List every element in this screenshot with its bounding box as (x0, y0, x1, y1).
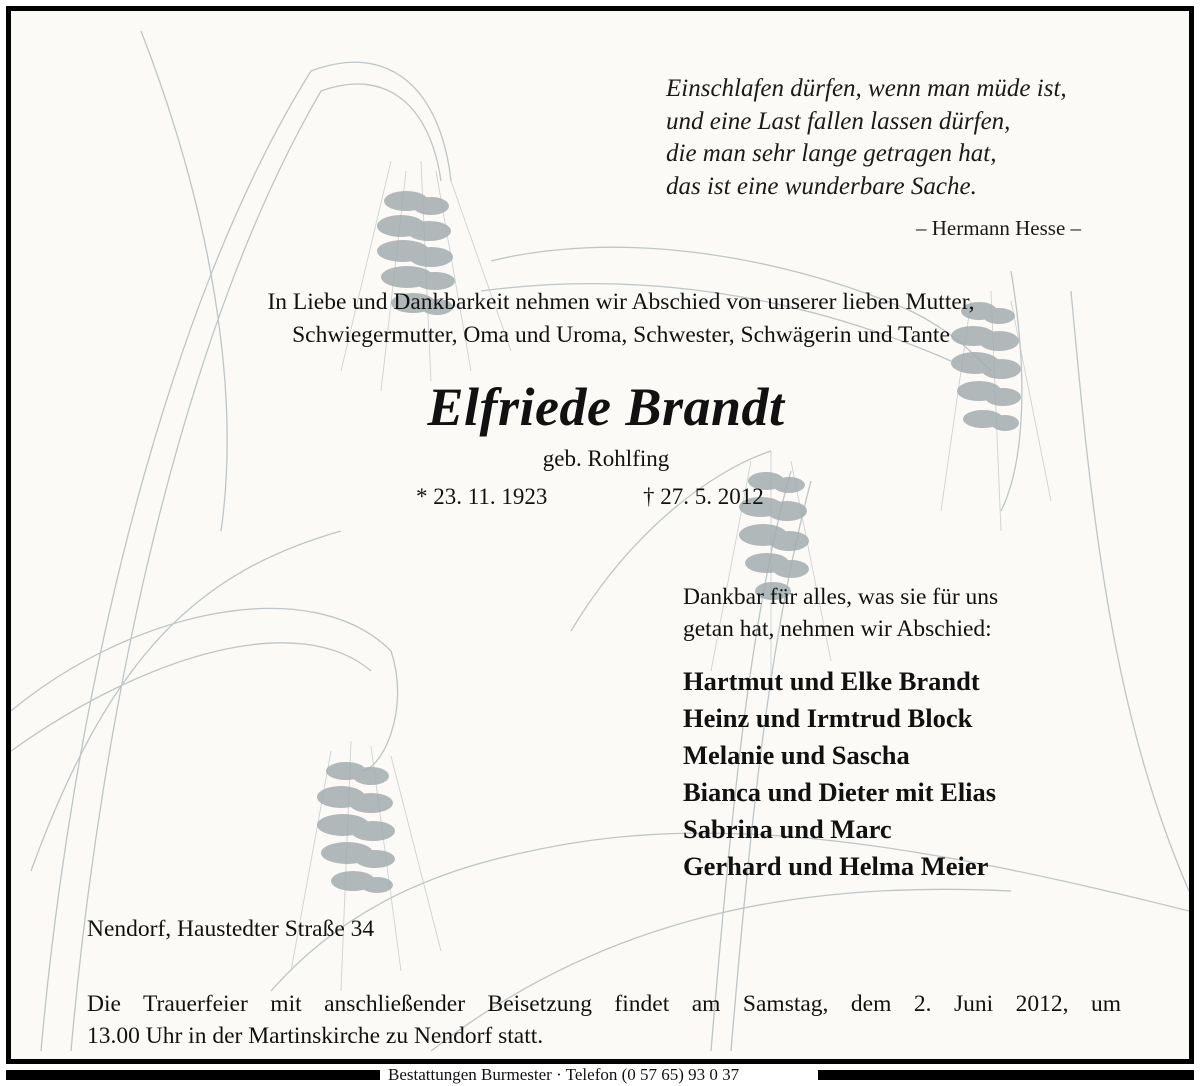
funeral-home-footer: Bestattungen Burmester · Telefon (0 57 65) 93 0 37 (380, 1064, 747, 1086)
ceremony-info (87, 989, 1121, 1052)
ceremony-line-1: Die Trauerfeier mit anschließender Beisetzung findet am Samstag, dem 2. Juni 2012, um (87, 991, 1121, 1017)
thanks-text (683, 581, 1143, 645)
quote-line: und eine Last fallen lassen dürfen, (666, 107, 1011, 135)
deceased-name: Elfriede Brandt (427, 377, 785, 437)
intro-text (121, 286, 1121, 352)
mourner-entry: Sabrina und Marc (683, 814, 892, 844)
notice-frame (6, 6, 1194, 1064)
hesse-quote (666, 73, 1126, 203)
birth-date: * 23. 11. 1923 (416, 484, 548, 509)
mourner-entry: Hartmut und Elke Brandt (683, 666, 980, 696)
mourner-entry: Bianca und Dieter mit Elias (683, 777, 997, 807)
quote-line: die man sehr lange getragen hat, (666, 140, 997, 167)
quote-line: Einschlafen dürfen, wenn man müde ist, (666, 75, 1067, 102)
maiden-name: geb. Rohlfing (542, 446, 670, 471)
death-date: † 27. 5. 2012 (643, 484, 764, 509)
footer-bar (818, 1070, 1194, 1080)
address: Nendorf, Haustedter Straße 34 (87, 916, 375, 942)
mourners-list (683, 663, 1153, 885)
thanks-line-1: Dankbar für alles, was sie für uns (683, 584, 999, 610)
footer-bar (6, 1070, 382, 1080)
intro-line-2: Schwiegermutter, Oma und Uroma, Schwester, Schwägerin und Tante (292, 322, 950, 348)
thanks-line-2: getan hat, nehmen wir Abschied: (683, 616, 992, 642)
mourner-entry: Heinz und Irmtrud Block (683, 703, 973, 733)
mourner-entry: Melanie und Sascha (683, 740, 910, 770)
intro-line-1: In Liebe und Dankbarkeit nehmen wir Abschied von unserer lieben Mutter, (267, 289, 975, 315)
mourner-entry: Gerhard und Helma Meier (683, 851, 989, 881)
quote-line: das ist eine wunderbare Sache. (666, 172, 977, 200)
ceremony-line-2: 13.00 Uhr in der Martinskirche zu Nendorf statt. (87, 1022, 544, 1049)
quote-author: – Hermann Hesse – (916, 216, 1082, 240)
